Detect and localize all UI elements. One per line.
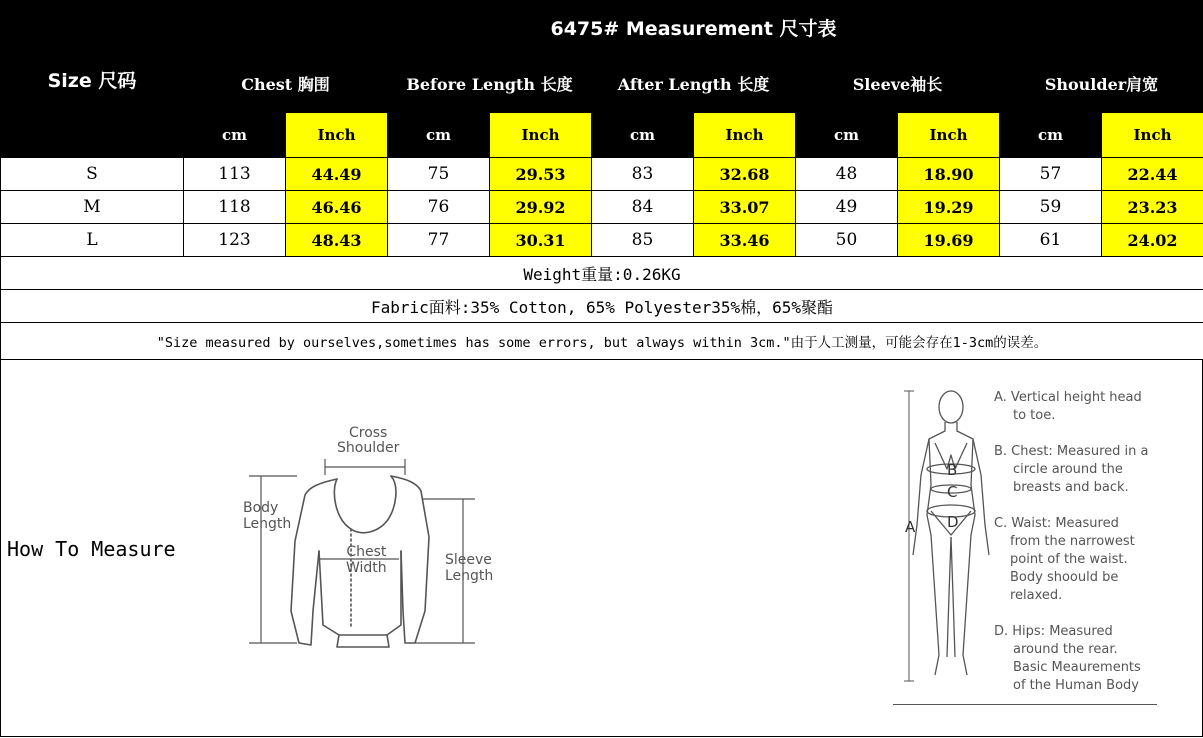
table-cell: 77 [388,224,490,257]
unit-inch: Inch [286,113,388,158]
how-to-measure-section [0,359,1203,737]
table-cell: 75 [388,158,490,191]
table-row [1,191,1203,224]
divider-line [893,704,1157,705]
legend-line: relaxed. [1010,588,1063,603]
table-cell: 29.53 [490,158,592,191]
unit-inch: Inch [490,113,592,158]
disclaimer-note: "Size measured by ourselves,sometimes has some errors, but always within 3cm."由于人工测量，可能会存在1-3cm的误差。 [1,323,1203,360]
label-line: Shoulder [337,440,400,456]
measurement-table [0,0,1203,360]
group-after-length: After Length 长度 [592,54,796,113]
unit-cm: cm [388,113,490,158]
table-cell: 118 [184,191,286,224]
table-cell: 48.43 [286,224,388,257]
legend-line: A. Vertical height head [994,390,1142,405]
cross-shoulder-label [337,426,399,456]
table-cell: 24.02 [1102,224,1203,257]
label-line: Sleeve [445,552,492,568]
group-chest: Chest 胸围 [184,54,388,113]
table-cell: 61 [1000,224,1102,257]
table-cell: 49 [796,191,898,224]
legend-line: point of the waist. [1010,552,1128,567]
fabric-note: Fabric面料:35% Cotton, 65% Polyester35%棉，65%聚酯 [1,290,1203,323]
table-cell: 18.90 [898,158,1000,191]
unit-cm: cm [184,113,286,158]
group-before-length: Before Length 长度 [388,54,592,113]
table-cell: 113 [184,158,286,191]
unit-cm: cm [1000,113,1102,158]
table-cell: 23.23 [1102,191,1203,224]
marker-b: B [947,461,958,479]
table-cell: 44.49 [286,158,388,191]
table-cell: 59 [1000,191,1102,224]
table-cell: 22.44 [1102,158,1203,191]
table-cell: 84 [592,191,694,224]
table-cell: 46.46 [286,191,388,224]
label-line: Width [346,560,387,576]
table-cell: 32.68 [694,158,796,191]
how-to-measure-label: How To Measure [7,537,176,561]
label-line: Body [243,500,279,516]
unit-cm: cm [592,113,694,158]
marker-c: C [947,483,958,501]
table-row [1,224,1203,257]
table-cell: 76 [388,191,490,224]
body-length-label [243,500,291,532]
chart-title: 6475# Measurement 尺寸表 [184,1,1203,54]
label-line: Cross [348,425,388,441]
size-header: Size 尺码 [1,1,184,158]
unit-inch: Inch [694,113,796,158]
weight-note: Weight重量:0.26KG [1,257,1203,290]
legend-line: to toe. [1013,408,1056,423]
table-cell: 48 [796,158,898,191]
table-cell: 19.69 [898,224,1000,257]
table-cell: 123 [184,224,286,257]
table-cell: 33.07 [694,191,796,224]
chest-width-label [346,544,387,576]
unit-inch: Inch [898,113,1000,158]
group-shoulder: Shoulder肩宽 [1000,54,1203,113]
marker-a: A [905,518,916,536]
label-line: Length [243,516,292,532]
table-cell: 57 [1000,158,1102,191]
legend-line: around the rear. [1013,642,1118,657]
legend-line: C. Waist: Measured [994,516,1119,531]
table-cell: 83 [592,158,694,191]
body-measurement-legend [994,389,1194,695]
table-cell: 33.46 [694,224,796,257]
marker-d: D [947,513,959,531]
unit-cm: cm [796,113,898,158]
legend-line: Basic Meaurements [1013,660,1141,675]
table-cell: 85 [592,224,694,257]
legend-line: B. Chest: Measured in a [994,444,1149,459]
unit-inch: Inch [1102,113,1203,158]
table-cell: 50 [796,224,898,257]
legend-line: of the Human Body [1013,678,1139,693]
table-cell: 30.31 [490,224,592,257]
size-label: M [1,191,184,224]
size-label: L [1,224,184,257]
legend-line: from the narrowest [1010,534,1135,549]
legend-line: breasts and back. [1013,480,1129,495]
group-sleeve: Sleeve袖长 [796,54,1000,113]
legend-line: Body shoould be [1010,570,1119,585]
legend-line: D. Hips: Measured [994,624,1113,639]
sleeve-length-label [445,552,493,584]
table-cell: 19.29 [898,191,1000,224]
legend-line: circle around the [1013,462,1123,477]
size-label: S [1,158,184,191]
sweater-diagram [239,421,509,661]
table-row [1,158,1203,191]
label-line: Length [445,568,494,584]
label-line: Chest [346,544,387,560]
table-cell: 29.92 [490,191,592,224]
